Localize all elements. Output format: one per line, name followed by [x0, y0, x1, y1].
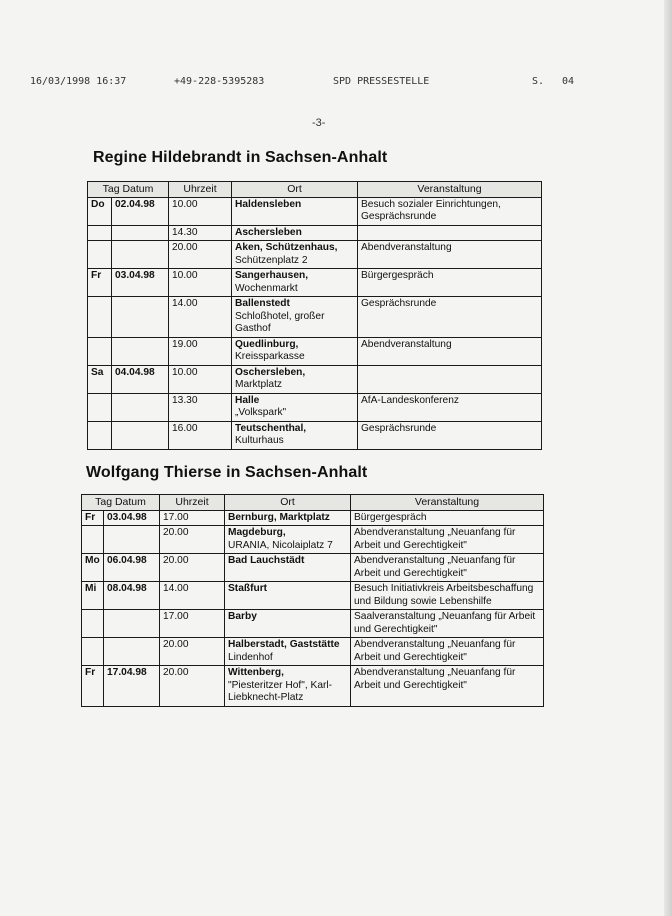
cell-time: 14.00 — [169, 297, 232, 338]
place-name: Staßfurt — [228, 583, 268, 594]
cell-event: Saalveranstaltung „Neuanfang für Arbeit und Gerechtigkeit" — [351, 610, 544, 638]
cell-place — [232, 225, 358, 241]
cell-place — [232, 241, 358, 269]
cell-day: Sa — [88, 365, 112, 393]
cell-day — [88, 241, 112, 269]
table-row — [88, 365, 542, 393]
cell-date: 06.04.98 — [104, 554, 160, 582]
table-row — [88, 241, 542, 269]
header-day-date: Tag Datum — [82, 495, 160, 511]
cell-date — [104, 526, 160, 554]
schedule-table-thierse — [81, 494, 544, 707]
header-time: Uhrzeit — [160, 495, 225, 511]
cell-place — [232, 393, 358, 421]
table-row — [82, 582, 544, 610]
place-name: Sangerhausen, — [235, 270, 309, 281]
place-name: Bad Lauchstädt — [228, 555, 305, 566]
cell-place — [225, 554, 351, 582]
place-name: Ballenstedt — [235, 298, 290, 309]
cell-date: 02.04.98 — [112, 197, 169, 225]
cell-event: Abendveranstaltung „Neuanfang für Arbeit und Gerechtigkeit" — [351, 638, 544, 666]
cell-event: Abendveranstaltung — [358, 337, 542, 365]
cell-date: 04.04.98 — [112, 365, 169, 393]
place-name: Halberstadt, Gaststätte — [228, 639, 340, 650]
cell-event: AfA-Landeskonferenz — [358, 393, 542, 421]
cell-place — [225, 526, 351, 554]
cell-place — [232, 197, 358, 225]
cell-time: 20.00 — [160, 554, 225, 582]
table-row — [88, 225, 542, 241]
cell-date: 03.04.98 — [112, 269, 169, 297]
cell-time: 20.00 — [160, 666, 225, 707]
table-row — [88, 337, 542, 365]
cell-place — [232, 269, 358, 297]
cell-day — [88, 337, 112, 365]
cell-time: 14.30 — [169, 225, 232, 241]
place-name: Bernburg, Marktplatz — [228, 511, 330, 523]
table-row — [82, 526, 544, 554]
table-row — [82, 666, 544, 707]
table-row — [88, 197, 542, 225]
cell-time: 10.00 — [169, 197, 232, 225]
header-place: Ort — [225, 495, 351, 511]
cell-day: Do — [88, 197, 112, 225]
header-place: Ort — [232, 182, 358, 198]
cell-day — [88, 393, 112, 421]
cell-event: Bürgergespräch — [358, 269, 542, 297]
fax-page-label: S. — [532, 76, 545, 87]
cell-date — [104, 638, 160, 666]
fax-page-number: 04 — [562, 76, 575, 87]
section-title-thierse: Wolfgang Thierse in Sachsen-Anhalt — [86, 464, 368, 481]
cell-event: Gesprächsrunde — [358, 297, 542, 338]
cell-event: Abendveranstaltung „Neuanfang für Arbeit und Gerechtigkeit" — [351, 666, 544, 707]
cell-time: 16.00 — [169, 421, 232, 449]
cell-place — [225, 638, 351, 666]
table-header-row — [88, 182, 542, 198]
cell-event: Besuch Initiativkreis Arbeitsbeschaffung und Bildung sowie Lebenshilfe — [351, 582, 544, 610]
fax-date: 16/03/1998 16:37 — [30, 76, 127, 87]
place-detail: Marktplatz — [235, 379, 282, 390]
schedule-table-hildebrandt — [87, 181, 542, 450]
cell-time: 10.00 — [169, 365, 232, 393]
section-title-hildebrandt: Regine Hildebrandt in Sachsen-Anhalt — [93, 149, 388, 166]
cell-date — [112, 337, 169, 365]
place-detail: Kulturhaus — [235, 435, 284, 446]
cell-date — [112, 225, 169, 241]
cell-event: Abendveranstaltung „Neuanfang für Arbeit und Gerechtigkeit" — [351, 554, 544, 582]
cell-event: Bürgergespräch — [351, 510, 544, 526]
place-name: Aken, Schützenhaus, — [235, 242, 338, 253]
cell-time: 19.00 — [169, 337, 232, 365]
cell-day: Mo — [82, 554, 104, 582]
cell-day — [82, 638, 104, 666]
place-name: Aschersleben — [235, 226, 302, 238]
place-detail: "Piesteritzer Hof", Karl-Liebknecht-Platz — [228, 679, 333, 703]
place-detail: Wochenmarkt — [235, 282, 298, 294]
cell-time: 17.00 — [160, 510, 225, 526]
table-row — [88, 393, 542, 421]
place-name: Halle — [235, 394, 260, 406]
table-row — [88, 297, 542, 338]
cell-date — [112, 421, 169, 449]
cell-place — [225, 582, 351, 610]
cell-event: Abendveranstaltung — [358, 241, 542, 269]
cell-event — [358, 365, 542, 393]
place-detail: Schützenplatz 2 — [235, 254, 308, 266]
place-detail: Lindenhof — [228, 651, 273, 663]
header-event: Veranstaltung — [351, 495, 544, 511]
cell-time: 20.00 — [160, 638, 225, 666]
table-row — [88, 269, 542, 297]
cell-place — [225, 666, 351, 707]
cell-day: Fr — [88, 269, 112, 297]
place-name: Teutschenthal, — [235, 422, 307, 434]
cell-day: Fr — [82, 510, 104, 526]
place-detail: Schloßhotel, großer Gasthof — [235, 310, 325, 334]
cell-day — [88, 297, 112, 338]
cell-time: 13.30 — [169, 393, 232, 421]
place-name: Barby — [228, 611, 257, 622]
cell-date — [104, 610, 160, 638]
place-name: Oschersleben, — [235, 366, 306, 378]
cell-time: 10.00 — [169, 269, 232, 297]
place-detail: „Volkspark" — [235, 407, 287, 418]
page-marker: -3- — [312, 117, 326, 129]
cell-date — [112, 393, 169, 421]
cell-day — [82, 610, 104, 638]
table-header-row — [82, 495, 544, 511]
cell-event: Abendveranstaltung „Neuanfang für Arbeit und Gerechtigkeit" — [351, 526, 544, 554]
cell-time: 14.00 — [160, 582, 225, 610]
table-row — [88, 421, 542, 449]
place-detail: URANIA, Nicolaiplatz 7 — [228, 539, 333, 551]
table-row — [82, 610, 544, 638]
cell-date: 17.04.98 — [104, 666, 160, 707]
cell-place — [225, 610, 351, 638]
header-day-date: Tag Datum — [88, 182, 169, 198]
cell-place — [232, 365, 358, 393]
cell-time: 17.00 — [160, 610, 225, 638]
page-edge-shadow — [664, 0, 672, 916]
table-row — [82, 510, 544, 526]
fax-phone: +49-228-5395283 — [174, 76, 265, 87]
cell-day — [88, 421, 112, 449]
cell-day: Mi — [82, 582, 104, 610]
cell-date — [112, 297, 169, 338]
cell-place — [232, 297, 358, 338]
cell-day — [88, 225, 112, 241]
place-name: Magdeburg, — [228, 527, 286, 538]
place-name: Quedlinburg, — [235, 338, 299, 350]
cell-time: 20.00 — [169, 241, 232, 269]
fax-sender: SPD PRESSESTELLE — [333, 76, 430, 87]
cell-event: Gesprächsrunde — [358, 421, 542, 449]
cell-day: Fr — [82, 666, 104, 707]
header-time: Uhrzeit — [169, 182, 232, 198]
place-name: Haldensleben — [235, 198, 302, 210]
cell-place — [232, 337, 358, 365]
cell-time: 20.00 — [160, 526, 225, 554]
table-row — [82, 554, 544, 582]
cell-date — [112, 241, 169, 269]
cell-event — [358, 225, 542, 241]
table-row — [82, 638, 544, 666]
cell-date: 08.04.98 — [104, 582, 160, 610]
cell-date: 03.04.98 — [104, 510, 160, 526]
cell-day — [82, 526, 104, 554]
cell-place — [232, 421, 358, 449]
header-event: Veranstaltung — [358, 182, 542, 198]
cell-event: Besuch sozialer Einrichtungen, Gesprächsrunde — [358, 197, 542, 225]
cell-place — [225, 510, 351, 526]
place-name: Wittenberg, — [228, 667, 284, 678]
place-detail: Kreissparkasse — [235, 351, 305, 362]
